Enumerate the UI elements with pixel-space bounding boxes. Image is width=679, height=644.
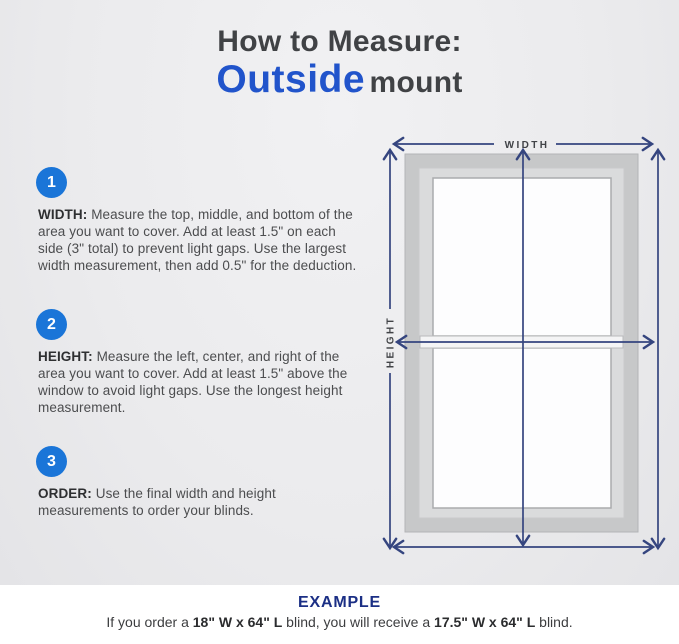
step-2-label: HEIGHT: xyxy=(38,349,93,364)
step-2-badge: 2 xyxy=(36,309,67,340)
title-line2 xyxy=(0,59,679,101)
step-1-text xyxy=(38,206,358,274)
example-mid: blind, you will receive a xyxy=(282,614,435,630)
window-bottom-pane xyxy=(433,348,611,508)
example-section xyxy=(0,585,679,644)
step-1-label: WIDTH: xyxy=(38,207,88,222)
step-2-text xyxy=(38,348,358,416)
step-3-badge: 3 xyxy=(36,446,67,477)
page-title xyxy=(0,26,679,102)
width-arrow-label: WIDTH xyxy=(504,140,550,151)
step-2-body: Measure the left, center, and right of the area you want to cover. Add at least 1.5" above the window to avoid light gaps. Use the longest height measurement. xyxy=(38,349,348,415)
step-1-body: Measure the top, middle, and bottom of the area you want to cover. Add at least 1.5" on each side (3" total) to prevent light gaps. Use the largest width measurement, then add 0.5" for the deduction. xyxy=(38,207,357,273)
step-width xyxy=(36,167,358,274)
title-suffix: mount xyxy=(369,66,463,100)
title-line1: How to Measure: xyxy=(217,25,462,58)
example-order-size: 18" W x 64" L xyxy=(192,614,283,630)
step-1-badge: 1 xyxy=(36,167,67,198)
example-sentence xyxy=(0,614,679,630)
example-prefix: If you order a xyxy=(106,614,193,630)
height-arrow-label: HEIGHT xyxy=(385,315,397,369)
step-order xyxy=(36,446,358,519)
step-3-label: ORDER: xyxy=(38,486,92,501)
step-height xyxy=(36,309,358,416)
window-illustration xyxy=(405,154,638,532)
step-3-body: Use the final width and height measurements to order your blinds. xyxy=(38,486,276,518)
step-3-text xyxy=(38,485,358,519)
title-highlight: Outside xyxy=(216,58,366,102)
window-measurement-diagram xyxy=(376,126,679,560)
example-heading: EXAMPLE xyxy=(298,594,381,611)
example-suffix: blind. xyxy=(535,614,573,630)
example-receive-size: 17.5" W x 64" L xyxy=(434,614,536,630)
window-top-pane xyxy=(433,178,611,336)
